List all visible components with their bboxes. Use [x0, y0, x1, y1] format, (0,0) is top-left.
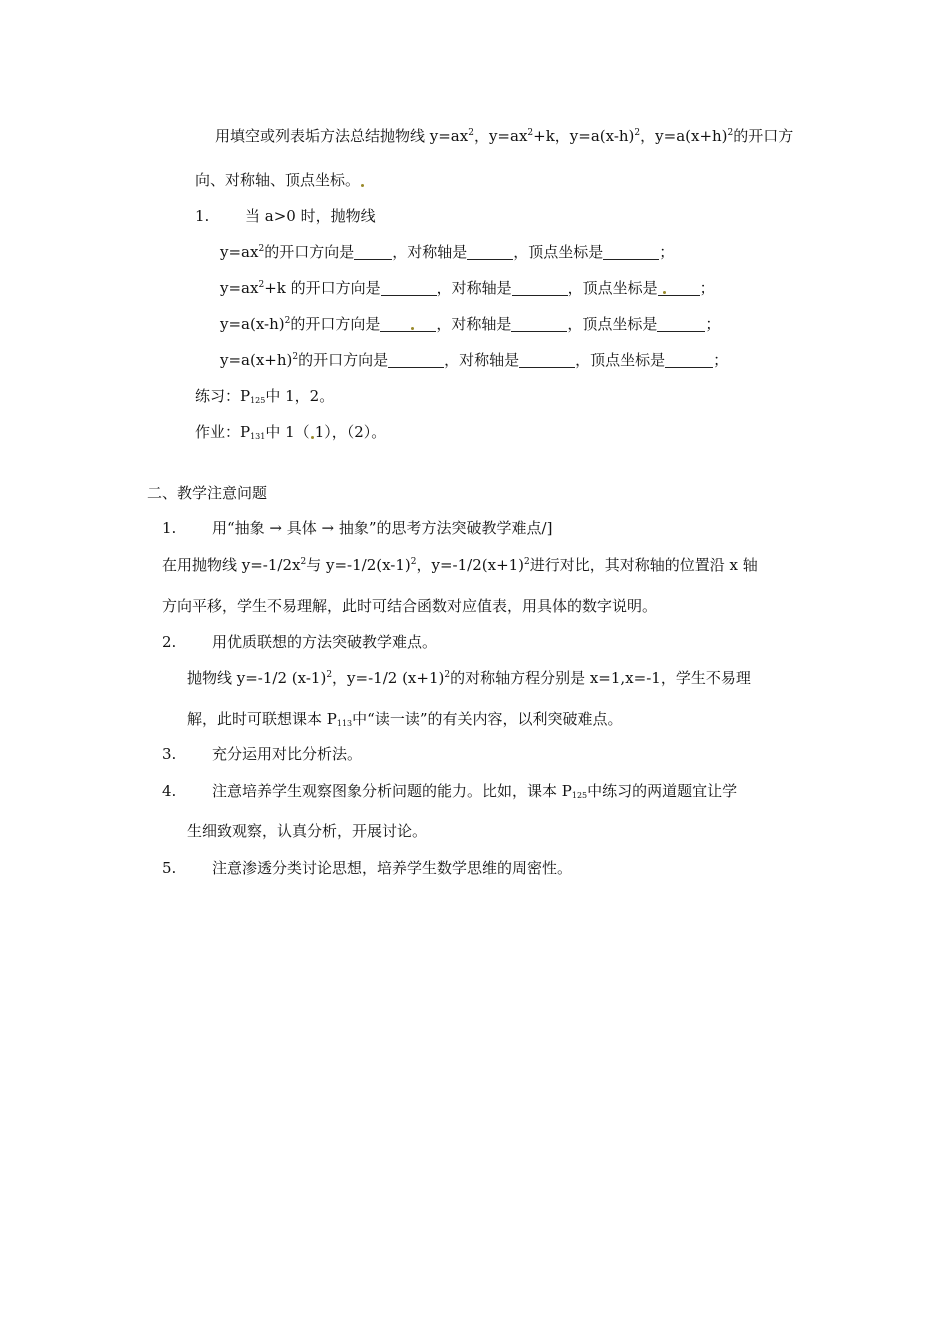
opening-blank[interactable] [354, 245, 392, 260]
vertex-blank[interactable] [665, 353, 713, 368]
axis-blank[interactable] [519, 353, 575, 368]
ink-dot [411, 327, 414, 330]
fill-line-2: $y=ax^2+k$ 的开口方向是 ，对称轴是 ，顶点坐标是 ； [220, 279, 715, 297]
fill-line-3: $y=a(x-h)^2$的开口方向是 ，对称轴是 ，顶点坐标是 ； [220, 315, 721, 333]
intro-line-2: 向、对称轴、顶点坐标。 [195, 170, 365, 190]
note-1-detail-1: 在用抛物线 $y=-1/2x^2$与 $y=-1/2(x-1)^2$，$y=-1/2(x+1)^2$进行对比，其对称轴的位置沿 x 轴 [162, 556, 758, 574]
ink-dot [311, 436, 314, 439]
note-2-detail-2: 解，此时可联想课本 $P_{113}$中“读一读”的有关内容，以利突破难点。 [187, 710, 623, 728]
practice-line: 练习：$P_{125}$中 1，2。 [195, 387, 335, 405]
note-4: 4. 注意培养学生观察图象分析问题的能力。比如，课本 $P_{125}$中练习的两道题宜让学 [162, 782, 738, 800]
fill-line-1: $y=ax^2$的开口方向是 ，对称轴是 ，顶点坐标是 ； [220, 243, 675, 261]
vertex-blank[interactable] [603, 245, 659, 260]
intro-line-1: 用填空或列表垢方法总结抛物线 $y=ax^2$，$y=ax^2+k$，$y=a(x-h)^2$，$y=a(x+h)^2$的开口方 [215, 127, 794, 145]
note-5: 5. 注意渗透分类讨论思想，培养学生数学思维的周密性。 [162, 859, 573, 877]
note-3: 3. 充分运用对比分析法。 [162, 745, 363, 763]
axis-blank[interactable] [467, 245, 513, 260]
axis-blank[interactable] [512, 281, 568, 296]
note-1: 1. 用“抽象 → 具体 → 抽象”的思考方法突破教学难点/] [162, 519, 553, 537]
opening-blank[interactable] [380, 317, 436, 332]
note-2-detail-1: 抛物线 y=-1/2 $(x-1)^2$，y=-1/2 $(x+1)^2$的对称轴方程分别是 x=1,x=-1，学生不易理 [187, 669, 751, 687]
ink-dot [361, 184, 364, 187]
note-1-detail-2: 方向平移，学生不易理解，此时可结合函数对应值表，用具体的数字说明。 [162, 597, 658, 615]
section-2-heading: 二、教学注意问题 [147, 484, 268, 502]
fill-line-4: $y=a(x+h)^2$的开口方向是 ，对称轴是 ，顶点坐标是 ； [220, 351, 729, 369]
ink-dot [663, 291, 666, 294]
opening-blank[interactable] [381, 281, 437, 296]
item-1: 1. 当 a>0 时，抛物线 [195, 207, 376, 225]
note-4-detail: 生细致观察，认真分析，开展讨论。 [187, 822, 428, 840]
axis-blank[interactable] [511, 317, 567, 332]
opening-blank[interactable] [388, 353, 444, 368]
note-2: 2. 用优质联想的方法突破教学难点。 [162, 633, 438, 651]
vertex-blank[interactable] [658, 281, 700, 296]
vertex-blank[interactable] [657, 317, 705, 332]
homework-line: 作业：$P_{131}$中 1（ 1），（2）。 [195, 423, 387, 441]
